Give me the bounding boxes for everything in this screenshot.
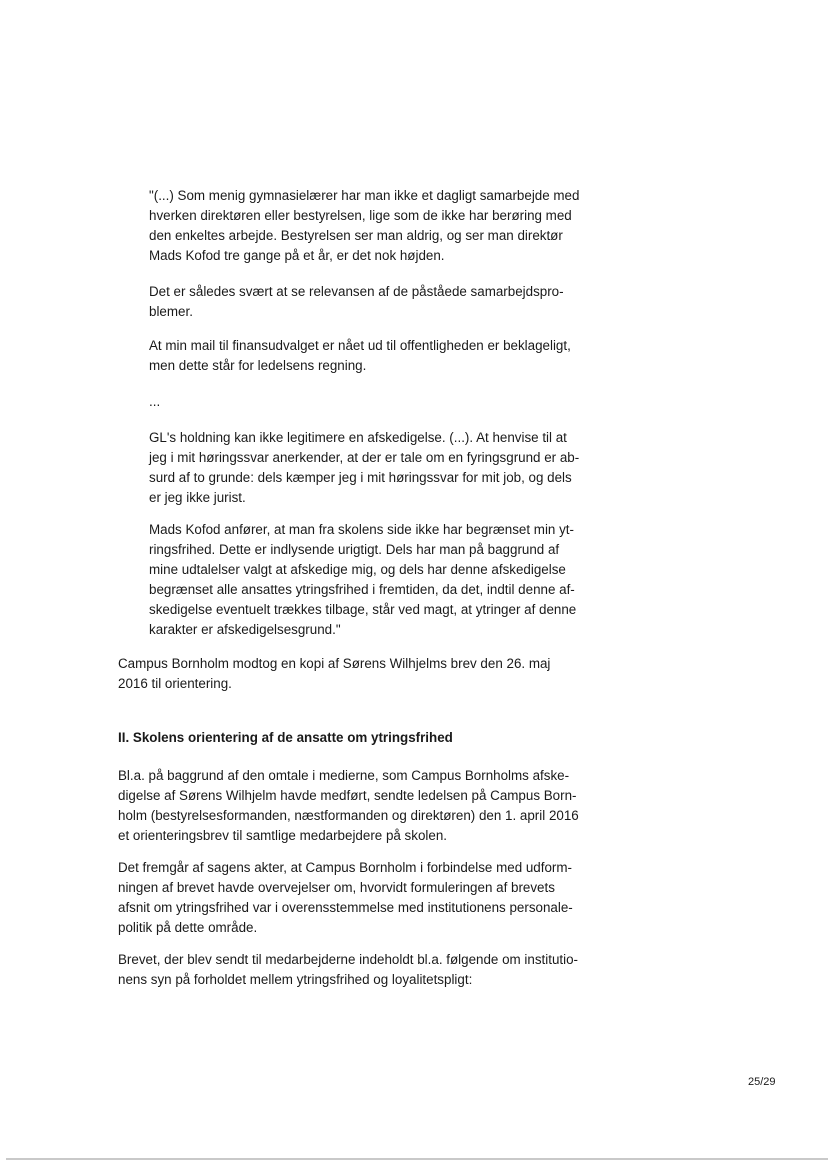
text-line: GL's holdning kan ikke legitimere en afskedigelse. (...). At henvise til at bbox=[149, 430, 567, 445]
text-line: ringsfrihed. Dette er indlysende urigtigt. Dels har man på baggrund af bbox=[149, 542, 560, 557]
text-line: ... bbox=[149, 394, 161, 409]
body-paragraph-1 bbox=[118, 654, 581, 694]
text-line: jeg i mit høringssvar anerkender, at der er tale om en fyringsgrund er ab- bbox=[149, 450, 580, 465]
text-line: Det er således svært at se relevansen af de påståede samarbejdspro- bbox=[149, 284, 564, 299]
text-line: karakter er afskedigelsesgrund." bbox=[149, 622, 341, 637]
text-line: Bl.a. på baggrund af den omtale i medierne, som Campus Bornholms afske- bbox=[118, 768, 570, 783]
text-line: nens syn på forholdet mellem ytringsfrihed og loyalitetspligt: bbox=[118, 972, 473, 987]
quote-paragraph-5 bbox=[149, 520, 581, 640]
text-line: hverken direktøren eller bestyrelsen, lige som de ikke har berøring med bbox=[149, 208, 572, 223]
text-line: 2016 til orientering. bbox=[118, 676, 232, 691]
text-line: blemer. bbox=[149, 304, 193, 319]
text-line: "(...) Som menig gymnasielærer har man ikke et dagligt samarbejde med bbox=[149, 188, 580, 203]
quote-paragraph-1 bbox=[149, 186, 581, 266]
text-line: politik på dette område. bbox=[118, 920, 258, 935]
text-line: Brevet, der blev sendt til medarbejderne indeholdt bl.a. følgende om institutio- bbox=[118, 952, 579, 967]
text-line: men dette står for ledelsens regning. bbox=[149, 358, 367, 373]
quote-ellipsis bbox=[149, 392, 581, 412]
quote-paragraph-4 bbox=[149, 428, 581, 508]
text-line: At min mail til finansudvalget er nået ud til offentligheden er beklageligt, bbox=[149, 338, 571, 353]
section-heading: II. Skolens orientering af de ansatte om ytringsfrihed bbox=[118, 730, 453, 745]
body-paragraph-4 bbox=[118, 950, 581, 990]
quote-paragraph-3 bbox=[149, 336, 581, 376]
text-line: mine udtalelser valgt at afskedige mig, og dels har denne afskedigelse bbox=[149, 562, 566, 577]
text-line: skedigelse eventuelt trækkes tilbage, står ved magt, at ytringer af denne bbox=[149, 602, 577, 617]
text-line: holm (bestyrelsesformanden, næstformanden og direktøren) den 1. april 2016 bbox=[118, 808, 579, 823]
quote-paragraph-2 bbox=[149, 282, 581, 322]
bottom-divider bbox=[6, 1158, 828, 1160]
body-paragraph-2 bbox=[118, 766, 581, 846]
text-line: surd af to grunde: dels kæmper jeg i mit høringssvar for mit job, og dels bbox=[149, 470, 572, 485]
text-line: den enkeltes arbejde. Bestyrelsen ser man aldrig, og ser man direktør bbox=[149, 228, 563, 243]
page-number: 25/29 bbox=[748, 1076, 776, 1088]
text-line: ningen af brevet havde overvejelser om, hvorvidt formuleringen af brevets bbox=[118, 880, 555, 895]
text-line: afsnit om ytringsfrihed var i overensstemmelse med institutionens personale- bbox=[118, 900, 573, 915]
text-line: er jeg ikke jurist. bbox=[149, 490, 246, 505]
text-line: Campus Bornholm modtog en kopi af Sørens Wilhjelms brev den 26. maj bbox=[118, 656, 551, 671]
text-line: Mads Kofod tre gange på et år, er det nok højden. bbox=[149, 248, 445, 263]
text-line: Mads Kofod anfører, at man fra skolens side ikke har begrænset min yt- bbox=[149, 522, 574, 537]
text-line: digelse af Sørens Wilhjelm havde medført, sendte ledelsen på Campus Born- bbox=[118, 788, 577, 803]
text-line: Det fremgår af sagens akter, at Campus Bornholm i forbindelse med udform- bbox=[118, 860, 572, 875]
body-paragraph-3 bbox=[118, 858, 581, 938]
text-line: begrænset alle ansattes ytringsfrihed i fremtiden, da det, indtil denne af- bbox=[149, 582, 575, 597]
text-line: et orienteringsbrev til samtlige medarbejdere på skolen. bbox=[118, 828, 447, 843]
